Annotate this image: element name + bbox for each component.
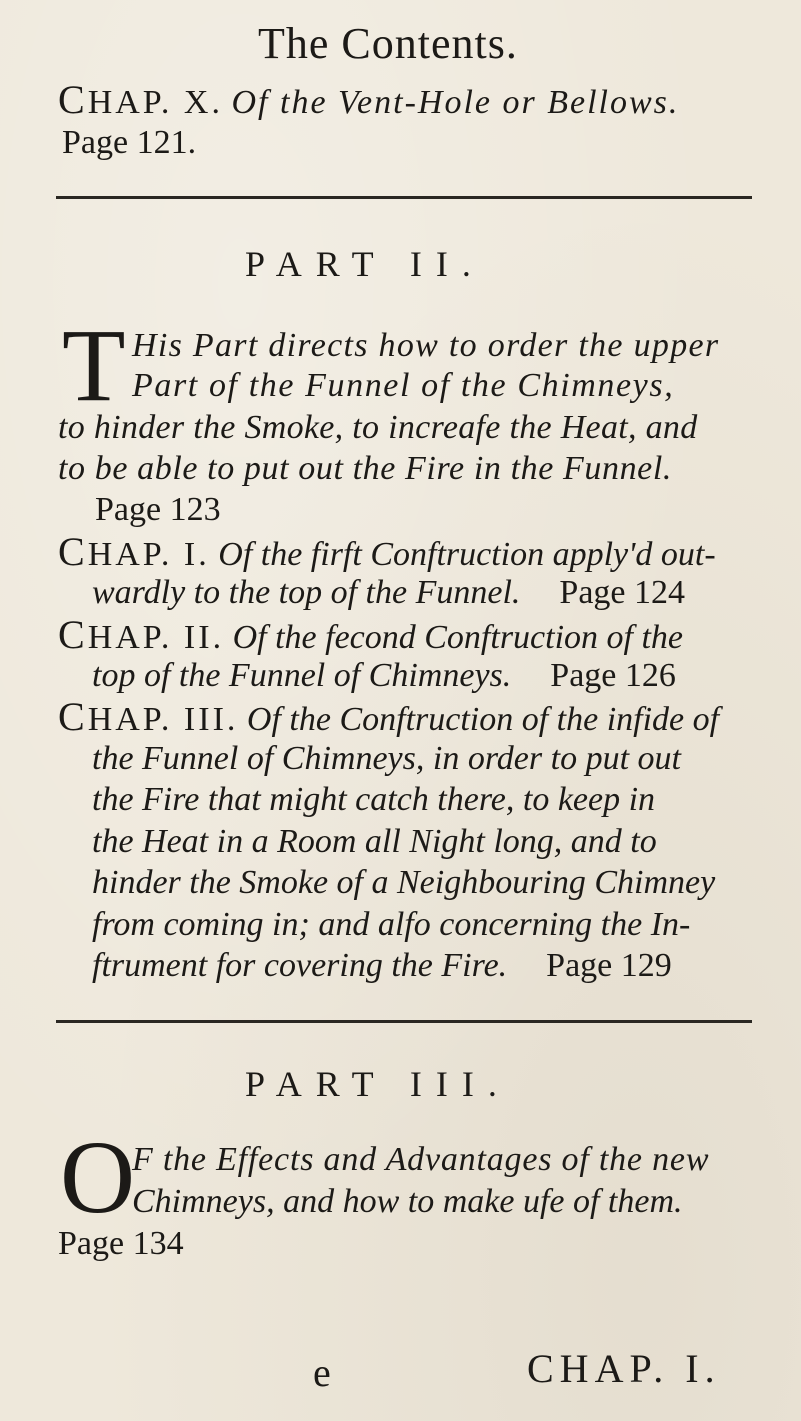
chap-2-line-1: Of the fecond Conftruction of the — [232, 619, 684, 656]
part-2-drop-cap: T — [62, 308, 126, 423]
part-3-heading: PART III. — [245, 1064, 511, 1104]
chap-x-title: Of the Vent-Hole or Bellows. — [231, 84, 680, 121]
chap-1-line-1: Of the firft Conftruction apply'd out- — [218, 536, 716, 573]
chap-x-page: Page 121. — [62, 124, 197, 161]
chap-x-label: CHAP. X. — [58, 77, 223, 122]
running-title: The Contents. — [258, 19, 518, 68]
chap-1-entry: CHAP. I. Of the firft Conftruction apply'd out- — [58, 529, 716, 574]
chap-2-entry: CHAP. II. Of the fecond Conftruction of the — [58, 612, 684, 657]
part-3-drop-cap: O — [60, 1120, 136, 1235]
part-3-intro-line-1: F the Effects and Advantages of the new — [132, 1141, 710, 1178]
chap-3-page: Page 129 — [546, 947, 672, 984]
chap-3-cont — [92, 946, 672, 986]
chap-3-line-7: ftrument for covering the Fire. — [92, 947, 508, 984]
chap-3-line-3: the Fire that might catch there, to keep in — [92, 781, 656, 818]
chap-3-line-4: the Heat in a Room all Night long, and to — [92, 823, 657, 860]
part-2-heading: PART II. — [245, 244, 485, 284]
part-2-intro-line-4: to be able to put out the Fire in the Funnel. — [58, 450, 673, 487]
part-3-intro-page: Page 134 — [58, 1225, 184, 1262]
chap-3-line-1: Of the Conftruction of the infide of — [246, 701, 720, 738]
chap-1-page: Page 124 — [559, 574, 685, 611]
chap-1-line-2: wardly to the top of the Funnel. — [92, 574, 521, 611]
divider-rule-2 — [56, 1020, 752, 1023]
part-2-intro-line-2: Part of the Funnel of the Chimneys, — [132, 367, 675, 404]
part-2-intro-line-1: His Part directs how to order the upper — [132, 327, 720, 364]
chap-3-line-6: from coming in; and alfo concerning the In- — [92, 906, 691, 943]
chap-1-cont — [92, 573, 685, 613]
chap-2-page: Page 126 — [550, 657, 676, 694]
chap-2-cont — [92, 656, 676, 696]
catchword: CHAP. I. — [527, 1346, 721, 1391]
part-2-intro-page: Page 123 — [95, 491, 221, 528]
chap-3-line-2: the Funnel of Chimneys, in order to put out — [92, 740, 681, 777]
signature-mark: e — [313, 1350, 331, 1395]
chap-x-entry — [58, 77, 680, 123]
chap-3-line-5: hinder the Smoke of a Neighbouring Chimney — [92, 864, 716, 901]
chap-3-entry: CHAP. III. Of the Conftruction of the infide of — [58, 694, 720, 739]
divider-rule-1 — [56, 196, 752, 199]
part-3-intro-line-2: Chimneys, and how to make ufe of them. — [132, 1183, 683, 1220]
chap-2-line-2: top of the Funnel of Chimneys. — [92, 657, 512, 694]
part-2-intro-line-3: to hinder the Smoke, to increafe the Heat, and — [58, 409, 698, 446]
